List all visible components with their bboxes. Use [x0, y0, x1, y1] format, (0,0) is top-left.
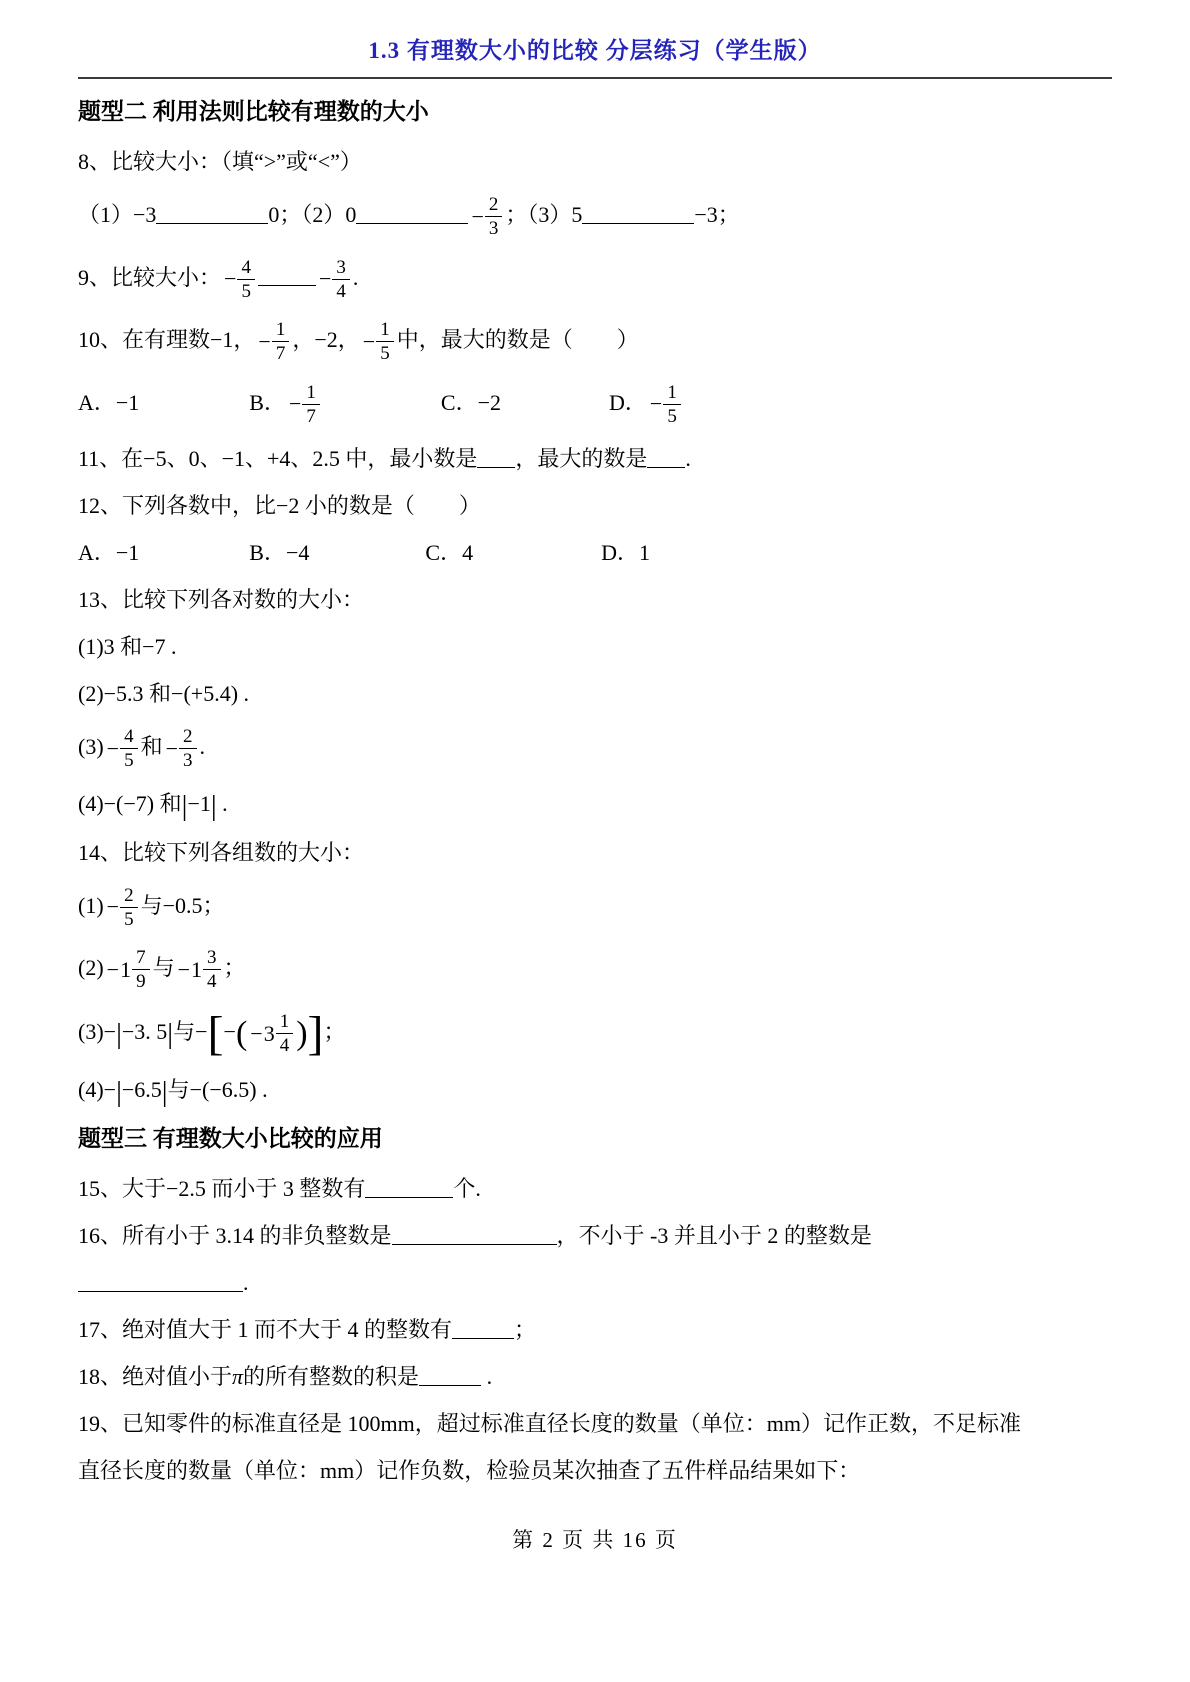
text-segment: ，−2， — [292, 326, 360, 352]
heading-type-3 — [78, 1124, 1112, 1154]
fraction-stack — [376, 319, 394, 365]
text-segment: − — [223, 1018, 236, 1044]
fraction — [107, 947, 150, 993]
text-segment: 11、在−5、0、−1、+4、2.5 中，最小数是 — [78, 446, 478, 472]
question-13 — [78, 585, 1112, 615]
answer-blank — [582, 204, 694, 224]
text-segment: (2)−5.3 和−(+5.4) . — [78, 681, 250, 707]
minus-sign: − — [250, 1020, 263, 1046]
denominator: 7 — [275, 343, 286, 365]
numerator: 3 — [332, 257, 350, 280]
minus-sign: − — [106, 894, 120, 920]
spacer — [309, 559, 425, 560]
text-segment: 和 — [140, 733, 163, 759]
spacer — [139, 559, 249, 560]
text-segment: π — [232, 1363, 244, 1389]
question-10-options — [78, 382, 1112, 428]
text-segment: 16、所有小于 3.14 的非负整数是 — [78, 1222, 392, 1248]
text-segment: D． — [609, 389, 647, 415]
fraction-stack — [132, 947, 150, 993]
denominator: 4 — [279, 1035, 290, 1057]
answer-blank — [78, 1272, 243, 1292]
numerator: 1 — [376, 319, 394, 342]
minus-sign: − — [471, 203, 484, 229]
fraction-stack — [302, 382, 320, 428]
denominator: 5 — [124, 908, 134, 930]
text-segment: . — [481, 1363, 493, 1389]
abs-bar: | — [116, 1017, 122, 1050]
whole-number: 1 — [191, 956, 203, 982]
fraction-stack — [485, 194, 503, 240]
abs-bar: | — [210, 789, 217, 822]
fraction — [250, 1011, 293, 1057]
text-segment: 与− — [173, 1018, 208, 1044]
answer-blank — [356, 204, 468, 224]
text-segment: (4)− — [78, 1076, 117, 1102]
text-segment: 与 — [152, 955, 175, 980]
question-8-items — [78, 194, 1112, 240]
text-segment: . — [685, 446, 691, 472]
question-14-item-2 — [78, 947, 1112, 993]
numerator: 2 — [485, 194, 503, 217]
fraction — [650, 382, 681, 428]
question-15 — [78, 1174, 1112, 1204]
numerator: 3 — [203, 947, 221, 970]
answer-blank — [647, 448, 685, 468]
text-segment: 中，最大的数是（ ） — [396, 326, 639, 352]
numerator: 2 — [120, 885, 138, 908]
text-segment: . — [352, 264, 359, 290]
text-segment: 19、已知零件的标准直径是 100mm，超过标准直径长度的数量（单位：mm）记作正数，不足标准 — [78, 1410, 1021, 1436]
fraction-stack — [332, 257, 350, 303]
fraction — [289, 382, 320, 428]
abs-bar: | — [161, 1075, 168, 1108]
spacer — [473, 559, 601, 560]
question-14-item-3 — [78, 1006, 1112, 1060]
page-title: 1.3 有理数大小的比较 分层练习（学生版） — [368, 38, 822, 63]
text-segment: （1）−3 — [78, 201, 157, 227]
text-segment: −6.5 — [121, 1076, 162, 1102]
text-segment: (1)3 和−7 . — [78, 634, 177, 660]
abs-bar: | — [167, 1017, 174, 1050]
minus-sign: − — [649, 391, 663, 417]
question-13-item-3 — [78, 726, 1112, 772]
text-segment: ，最大的数是 — [515, 446, 648, 472]
abs-bar: | — [181, 789, 188, 822]
text-segment: . — [199, 733, 206, 759]
whole-number: 1 — [120, 956, 132, 982]
denominator: 3 — [488, 218, 499, 240]
fraction-stack — [663, 382, 681, 428]
question-13-item-2 — [78, 679, 1112, 709]
text-segment: . — [216, 790, 228, 816]
title-divider — [78, 77, 1112, 79]
bracket: ] — [307, 1006, 324, 1060]
question-17 — [78, 1315, 1112, 1345]
question-9 — [78, 257, 1112, 303]
minus-sign: − — [177, 956, 191, 982]
text-segment: −1 — [187, 790, 211, 816]
fraction-stack — [120, 726, 138, 772]
text-segment: 8、比较大小：（填“>”或“<”） — [78, 149, 362, 174]
numerator: 2 — [179, 726, 197, 749]
minus-sign: − — [224, 266, 237, 292]
minus-sign: − — [362, 328, 376, 354]
numerator: 1 — [663, 382, 681, 405]
text-segment: 17、绝对值大于 1 而不大于 4 的整数有 — [78, 1316, 453, 1342]
text-segment: C．4 — [425, 540, 474, 566]
spacer — [323, 408, 441, 409]
heading-type-2 — [78, 97, 1112, 127]
text-segment: 直径长度的数量（单位：mm）记作负数，检验员某次抽查了五件样品结果如下： — [78, 1457, 861, 1483]
numerator: 4 — [120, 726, 138, 749]
question-19-line-2 — [78, 1456, 1112, 1486]
paren: ) — [296, 1014, 308, 1052]
spacer — [139, 408, 249, 409]
answer-blank — [477, 448, 515, 468]
question-13-item-4 — [78, 789, 1112, 821]
fraction — [319, 257, 350, 303]
denominator: 5 — [380, 343, 390, 365]
text-segment: 18、绝对值小于 — [78, 1363, 233, 1389]
text-segment: 0；（2）0 — [268, 201, 357, 227]
numerator: 1 — [302, 382, 320, 405]
whole-number: 3 — [263, 1020, 275, 1046]
minus-sign: − — [106, 735, 120, 761]
denominator: 9 — [136, 971, 146, 993]
text-segment: 的所有整数的积是 — [243, 1363, 420, 1389]
answer-blank — [419, 1366, 481, 1386]
abs-bar: | — [116, 1075, 122, 1108]
denominator: 5 — [124, 750, 134, 772]
text-segment: ； — [514, 1316, 537, 1342]
text-segment: 题型三 有理数大小比较的应用 — [78, 1125, 383, 1151]
denominator: 4 — [207, 971, 217, 993]
text-segment: −3. 5 — [121, 1018, 168, 1044]
minus-sign: − — [106, 956, 120, 982]
fraction-stack — [272, 319, 290, 365]
text-segment: 与−(−6.5) . — [167, 1076, 268, 1102]
fraction — [258, 319, 289, 365]
text-segment: 与−0.5； — [140, 892, 225, 918]
text-segment: (3) — [78, 733, 104, 759]
page-footer: 第 2 页 共 16 页 — [512, 1528, 678, 1552]
answer-blank — [452, 1319, 514, 1339]
text-segment: 个. — [453, 1175, 481, 1201]
denominator: 5 — [667, 405, 677, 427]
denominator: 7 — [306, 405, 316, 427]
fraction — [107, 885, 138, 931]
fraction — [363, 319, 394, 365]
paren: ( — [235, 1014, 248, 1052]
question-8 — [78, 147, 1112, 177]
bracket: [ — [207, 1006, 224, 1060]
text-segment: (2) — [78, 955, 104, 980]
fraction — [107, 726, 138, 772]
text-segment: ；（3）5 — [505, 201, 583, 227]
minus-sign: − — [288, 391, 302, 417]
numerator: 4 — [237, 257, 255, 280]
text-segment: ； — [223, 955, 246, 980]
question-12-options — [78, 538, 1112, 568]
text-segment: B． — [249, 389, 286, 415]
text-segment: 13、比较下列各对数的大小： — [78, 587, 365, 613]
minus-sign: − — [318, 266, 332, 292]
fraction-stack — [179, 726, 197, 772]
fraction-stack — [237, 257, 255, 303]
fraction-stack — [276, 1011, 294, 1057]
text-segment: (1) — [78, 892, 104, 918]
fraction-stack — [203, 947, 221, 993]
question-19-line-1 — [78, 1409, 1112, 1439]
minus-sign: − — [258, 328, 271, 354]
text-segment: . — [243, 1269, 249, 1295]
question-12 — [78, 491, 1112, 521]
answer-blank — [392, 1225, 557, 1245]
text-segment: 12、下列各数中，比−2 小的数是（ ） — [78, 493, 481, 519]
text-segment: ； — [323, 1018, 346, 1044]
question-10 — [78, 319, 1112, 365]
denominator: 3 — [183, 750, 193, 772]
numerator: 1 — [276, 1011, 294, 1034]
text-segment: ，不小于 -3 并且小于 2 的整数是 — [556, 1222, 872, 1248]
answer-blank — [156, 204, 268, 224]
text-segment: 9、比较大小： — [78, 264, 222, 290]
fraction — [471, 194, 502, 240]
fraction-stack — [120, 885, 138, 931]
denominator: 4 — [336, 280, 346, 302]
question-18 — [78, 1362, 1112, 1392]
question-16 — [78, 1221, 1112, 1251]
text-segment: 15、大于−2.5 而小于 3 整数有 — [78, 1175, 366, 1201]
question-16-cont — [78, 1268, 1112, 1298]
fraction — [224, 257, 255, 303]
text-segment: A．−1 — [78, 389, 140, 415]
text-segment: C．−2 — [440, 389, 501, 415]
question-11 — [78, 444, 1112, 474]
text-segment: A．−1 — [78, 540, 140, 566]
question-13-item-1 — [78, 632, 1112, 662]
text-segment: (4)−(−7) 和 — [78, 790, 182, 816]
minus-sign: − — [165, 735, 179, 761]
text-segment: 10、在有理数−1， — [78, 326, 256, 352]
fraction — [178, 947, 221, 993]
question-14 — [78, 838, 1112, 868]
denominator: 5 — [241, 280, 251, 302]
content-lines — [78, 97, 1112, 1486]
numerator: 7 — [132, 947, 150, 970]
question-14-item-4 — [78, 1075, 1112, 1107]
text-segment: B．−4 — [249, 540, 310, 566]
text-segment: 题型二 利用法则比较有理数的大小 — [78, 99, 429, 124]
text-segment: (3)− — [78, 1018, 117, 1044]
question-14-item-1 — [78, 885, 1112, 931]
text-segment: D．1 — [601, 540, 650, 566]
text-segment: −3； — [694, 201, 740, 227]
text-segment: 14、比较下列各组数的大小： — [78, 839, 365, 865]
answer-blank — [258, 266, 316, 286]
answer-blank — [365, 1178, 453, 1198]
fraction — [166, 726, 197, 772]
numerator: 1 — [272, 319, 290, 342]
spacer — [501, 408, 609, 409]
